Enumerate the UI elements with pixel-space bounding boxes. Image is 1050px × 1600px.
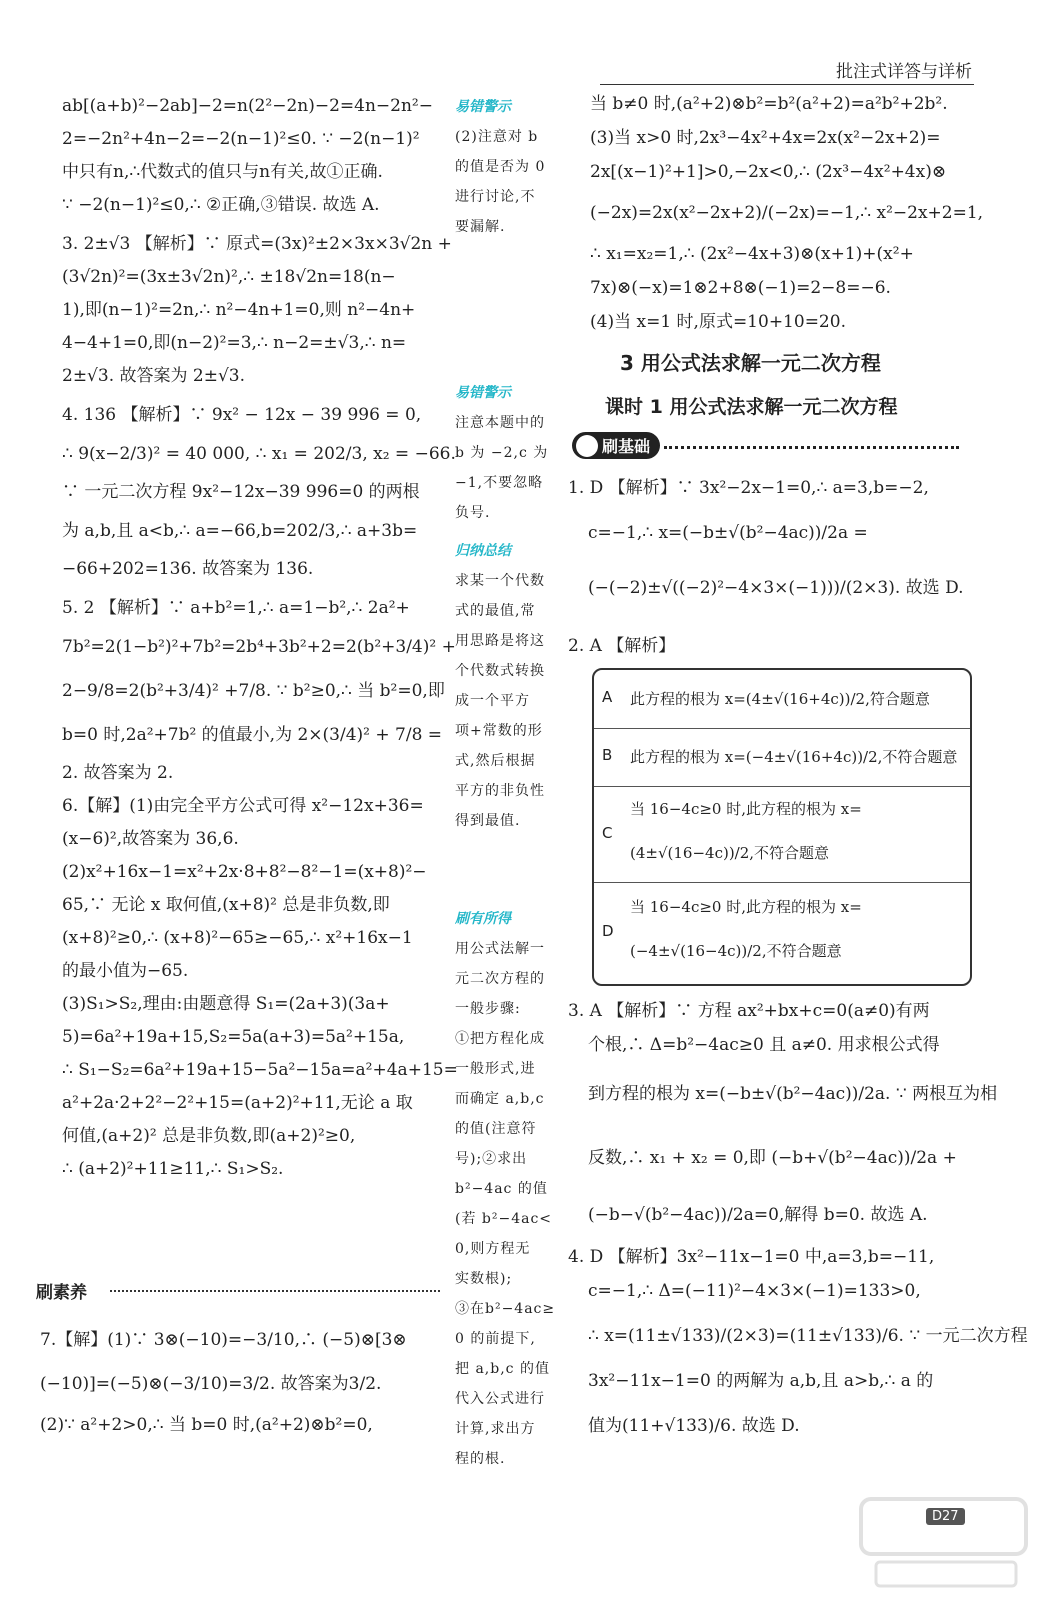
text-line: 到方程的根为 x=(−b±√(b²−4ac))/2a. ∵ 两根互为相 <box>588 1084 998 1104</box>
side-note-line: 式,然后根据 <box>455 753 536 769</box>
text-line: ∵ 一元二次方程 9x²−12x−39 996=0 的两根 <box>62 482 420 502</box>
right-column-top <box>590 87 984 339</box>
text-line: (3√2n)²=(3x±3√2n)²,∴ ±18√2n=18(n− <box>62 267 396 287</box>
text-line: ∴ S₁−S₂=6a²+19a+15−5a²−15a=a²+4a+15= <box>62 1060 458 1080</box>
side-note-line: 一般形式,进 <box>455 1061 536 1077</box>
section-title: 3 用公式法求解一元二次方程 <box>620 351 881 375</box>
text-line: (x−6)²,故答案为 36,6. <box>62 829 239 849</box>
side-note-line: 个代数式转换 <box>455 663 545 679</box>
option-text: 当 16−4c≥0 时,此方程的根为 x= <box>630 898 862 916</box>
side-note-line: 负号. <box>455 505 491 521</box>
side-note-tag: 易错警示 <box>455 385 511 401</box>
header-rule <box>600 84 974 85</box>
option-text: 此方程的根为 x=(4±√(16+4c))/2,符合题意 <box>630 690 930 708</box>
text-line: a²+2a·2+2²−2²+15=(a+2)²+11,无论 a 取 <box>62 1093 413 1113</box>
text-line: (−10)]=(−5)⊗(−3/10)=3/2. 故答案为3/2. <box>40 1374 382 1394</box>
side-note-line: b 为 −2,c 为 <box>455 445 549 461</box>
text-line: 4−4+1=0,即(n−2)²=3,∴ n−2=±√3,∴ n= <box>62 333 407 353</box>
text-line: (x+8)²≥0,∴ (x+8)²−65≥−65,∴ x²+16x−1 <box>62 928 413 948</box>
answer-1: 1. D 【解析】∵ 3x²−2x−1=0,∴ a=3,b=−2, <box>568 478 929 498</box>
text-line: 5)=6a²+19a+15,S₂=5a(a+3)=5a²+15a, <box>62 1027 405 1047</box>
option-label: B <box>602 746 613 764</box>
text-line: 7.【解】(1)∵ 3⊗(−10)=−3/10,∴ (−5)⊗[3⊗ <box>40 1330 407 1350</box>
side-note-line: 要漏解. <box>455 219 506 235</box>
side-note-line: 元二次方程的 <box>455 971 545 987</box>
text-line: ∴ (a+2)²+11≥11,∴ S₁>S₂. <box>62 1159 284 1179</box>
side-note-line: 用公式法解一 <box>455 941 545 957</box>
answer-2-table <box>592 668 972 986</box>
option-text: (−4±√(16−4c))/2,不符合题意 <box>630 942 842 960</box>
table-row-d <box>594 882 970 982</box>
side-note-tag: 易错警示 <box>455 99 511 115</box>
text-line: 2±√3. 故答案为 2±√3. <box>62 366 246 386</box>
side-note-line: b²−4ac 的值 <box>455 1181 548 1197</box>
text-line: 2. 故答案为 2. <box>62 763 174 783</box>
side-note-line: (若 b²−4ac< <box>455 1211 553 1227</box>
text-line: ∴ x=(11±√133)/(2×3)=(11±√133)/6. ∵ 一元二次方程 <box>588 1326 1028 1346</box>
side-note-line: 式的最值,常 <box>455 603 536 619</box>
side-note-error-warning-1 <box>455 92 559 242</box>
answer-4: 4. 136 【解析】∵ 9x² − 12x − 39 996 = 0, <box>62 405 422 425</box>
side-note-line: 把 a,b,c 的值 <box>455 1361 550 1377</box>
text-line: 1),即(n−1)²=2n,∴ n²−4n+1=0,则 n²−4n+ <box>62 300 416 320</box>
text-line: −66+202=136. 故答案为 136. <box>62 559 314 579</box>
side-note-line: −1,不要忽略 <box>455 475 544 491</box>
option-text: 此方程的根为 x=(−4±√(16+4c))/2,不符合题意 <box>630 748 958 766</box>
text-line: 7b²=2(1−b²)²+7b²=2b⁴+3b²+2=2(b²+3/4)² + <box>62 637 456 657</box>
side-note-line: (2)注意对 b <box>455 129 539 145</box>
text-line: c=−1,∴ Δ=(−11)²−4×3×(−1)=133>0, <box>588 1281 921 1301</box>
side-note-line: 实数根); <box>455 1271 513 1287</box>
answer-2: 2. A 【解析】 <box>568 636 676 656</box>
side-note-line: ③在b²−4ac≥ <box>455 1301 556 1317</box>
side-note-line: 号);②求出 <box>455 1151 528 1167</box>
side-note-tag: 刷有所得 <box>455 911 511 927</box>
text-line: (3)S₁>S₂,理由:由题意得 S₁=(2a+3)(3a+ <box>62 994 390 1014</box>
text-line: 2=−2n²+4n−2=−2(n−1)²≤0. ∵ −2(n−1)² <box>62 129 420 149</box>
text-line: 2−9/8=2(b²+3/4)² +7/8. ∵ b²≥0,∴ 当 b²=0,即 <box>62 681 445 701</box>
text-line: c=−1,∴ x=(−b±√(b²−4ac))/2a = <box>588 523 868 543</box>
table-row-c <box>594 786 970 883</box>
text-line: (2)∵ a²+2>0,∴ 当 b=0 时,(a²+2)⊗b²=0, <box>40 1415 373 1435</box>
answer-5: 5. 2 【解析】∵ a+b²=1,∴ a=1−b²,∴ 2a²+ <box>62 598 410 618</box>
answer-3: 3. 2±√3 【解析】∵ 原式=(3x)²±2×3x×3√2n + <box>62 234 452 254</box>
text-line: 反数,∴ x₁ + x₂ = 0,即 (−b+√(b²−4ac))/2a + <box>588 1148 957 1168</box>
text-line: (4)当 x=1 时,原式=10+10=20. <box>590 312 846 332</box>
side-note-line: 用思路是将这 <box>455 633 545 649</box>
side-note-line: 代入公式进行 <box>455 1391 545 1407</box>
text-line: ∴ x₁=x₂=1,∴ (2x²−4x+3)⊗(x+1)+(x²+ <box>590 244 914 264</box>
text-line: 何值,(a+2)² 总是非负数,即(a+2)²≥0, <box>62 1126 356 1146</box>
basics-badge: 刷基础 <box>572 432 660 459</box>
right-column-bottom <box>568 994 1028 1454</box>
answer-6: 6.【解】(1)由完全平方公式可得 x²−12x+36= <box>62 796 424 816</box>
side-note-line: 进行讨论,不 <box>455 189 536 205</box>
lesson-title: 课时 1 用公式法求解一元二次方程 <box>605 396 898 418</box>
text-line: ab[(a+b)²−2ab]−2=n(2²−2n)−2=4n−2n²− <box>62 96 433 116</box>
side-note-line: 的值(注意符 <box>455 1121 537 1137</box>
side-note-line: 得到最值. <box>455 813 521 829</box>
text-line: 中只有n,∴代数式的值只与n有关,故①正确. <box>62 162 383 182</box>
side-note-line: 0 的前提下, <box>455 1331 536 1347</box>
table-row-b <box>594 728 970 787</box>
side-note-line: 计算,求出方 <box>455 1421 536 1437</box>
text-line: b=0 时,2a²+7b² 的值最小,为 2×(3/4)² + 7/8 = <box>62 725 443 745</box>
text-line: (3)当 x>0 时,2x³−4x²+4x=2x(x²−2x+2)= <box>590 128 941 148</box>
page-header: 批注式详答与详析 <box>836 62 972 82</box>
side-note-line: 0,则方程无 <box>455 1241 531 1257</box>
side-note-line: ①把方程化成 <box>455 1031 545 1047</box>
basics-banner <box>572 432 972 462</box>
dotted-rule <box>664 446 959 449</box>
option-label: C <box>602 824 613 842</box>
table-row-a <box>594 670 970 729</box>
side-note-error-warning-2 <box>455 378 559 528</box>
side-note-line: 的值是否为 0 <box>455 159 546 175</box>
side-note-line: 注意本题中的 <box>455 415 545 431</box>
text-line: (−2x)=2x(x²−2x+2)/(−2x)=−1,∴ x²−2x+2=1, <box>590 203 984 223</box>
text-line: (−b−√(b²−4ac))/2a=0,解得 b=0. 故选 A. <box>588 1205 928 1225</box>
side-note-line: 项+常数的形 <box>455 723 543 739</box>
text-line: 为 a,b,且 a<b,∴ a=−66,b=202/3,∴ a+3b= <box>62 521 418 541</box>
text-line: 的最小值为−65. <box>62 961 189 981</box>
text-line: 值为(11+√133)/6. 故选 D. <box>588 1416 800 1436</box>
side-note-takeaway <box>455 904 559 1474</box>
option-label: D <box>602 922 614 940</box>
text-line: (2)x²+16x−1=x²+2x·8+8²−8²−1=(x+8)²− <box>62 862 427 882</box>
section-label-suyang: 刷素养 <box>36 1283 87 1303</box>
side-note-line: 求某一个代数 <box>455 573 545 589</box>
text-line: 7x)⊗(−x)=1⊗2+8⊗(−1)=2−8=−6. <box>590 278 891 298</box>
option-text: (4±√(16−4c))/2,不符合题意 <box>630 844 830 862</box>
answer-3-right: 3. A 【解析】∵ 方程 ax²+bx+c=0(a≠0)有两 <box>568 1001 930 1021</box>
watermark-logo <box>856 1494 1036 1594</box>
text-line: ∵ −2(n−1)²≤0,∴ ②正确,③错误. 故选 A. <box>62 195 380 215</box>
right-answers <box>568 468 973 666</box>
text-line: ∴ 9(x−2/3)² = 40 000, ∴ x₁ = 202/3, x₂ = −66. <box>62 444 456 464</box>
text-line: 3x²−11x−1=0 的两解为 a,b,且 a>b,∴ a 的 <box>588 1371 934 1391</box>
page-number: D27 <box>926 1508 965 1525</box>
side-note-summary <box>455 536 559 836</box>
text-line: 个根,∴ Δ=b²−4ac≥0 且 a≠0. 用求根公式得 <box>588 1035 940 1055</box>
dotted-rule <box>110 1290 440 1292</box>
text-line: (−(−2)±√((−2)²−4×3×(−1)))/(2×3). 故选 D. <box>588 578 964 598</box>
side-note-line: 一般步骤: <box>455 1001 521 1017</box>
option-text: 当 16−4c≥0 时,此方程的根为 x= <box>630 800 862 818</box>
text-line: 2x[(x−1)²+1]>0,−2x<0,∴ (2x³−4x²+4x)⊗ <box>590 162 947 182</box>
text-line: 65,∵ 无论 x 取何值,(x+8)² 总是非负数,即 <box>62 895 390 915</box>
left-column <box>62 90 458 1186</box>
text-line: 当 b≠0 时,(a²+2)⊗b²=b²(a²+2)=a²b²+2b². <box>590 94 948 114</box>
side-note-line: 而确定 a,b,c <box>455 1091 545 1107</box>
side-note-line: 平方的非负性 <box>455 783 545 799</box>
side-note-line: 成一个平方 <box>455 693 530 709</box>
side-note-line: 程的根. <box>455 1451 506 1467</box>
answer-7 <box>40 1318 440 1444</box>
side-note-tag: 归纳总结 <box>455 543 511 559</box>
answer-4-right: 4. D 【解析】3x²−11x−1=0 中,a=3,b=−11, <box>568 1247 935 1267</box>
option-label: A <box>602 688 613 706</box>
